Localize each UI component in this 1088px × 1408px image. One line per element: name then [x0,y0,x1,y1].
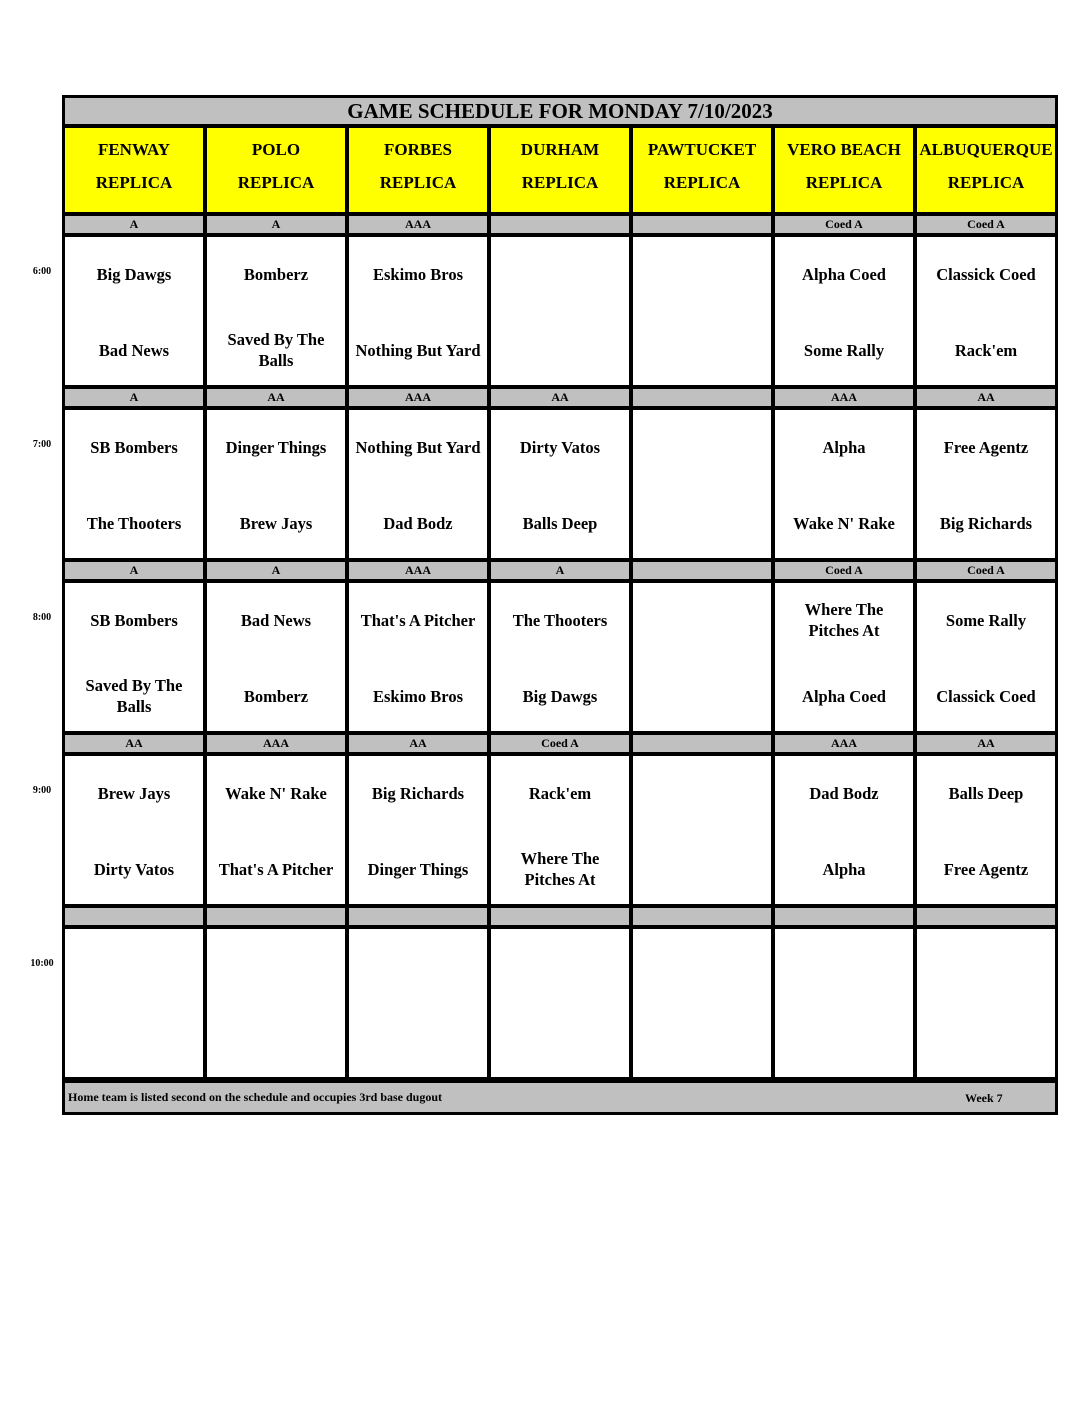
game-cell [349,929,487,1077]
time-label: 7:00 [32,439,52,450]
game-cell [917,237,1055,385]
division-label [633,908,771,925]
page-title: GAME SCHEDULE FOR MONDAY 7/10/2023 [65,98,1055,124]
home-team [633,1019,771,1065]
home-team: Balls Deep [522,513,598,533]
home-team: Nothing But Yard [355,340,481,360]
division-label [775,908,913,925]
away-team: Wake N' Rake [225,783,327,803]
game-cell [349,756,487,904]
away-team [633,943,771,989]
division-label: AAA [775,735,913,752]
home-team: Dinger Things [367,859,469,879]
game-cell [65,237,203,385]
away-team: Bad News [240,610,312,630]
field-header [207,128,345,212]
home-team: Dad Bodz [383,513,453,533]
game-cell [633,756,771,904]
division-label: AAA [775,389,913,406]
division-label [207,908,345,925]
away-team [491,943,629,989]
division-label: A [491,562,629,579]
away-team [633,424,771,470]
away-team: Dinger Things [225,437,327,457]
away-team [349,943,487,989]
game-cell [917,410,1055,558]
division-label: AA [349,735,487,752]
away-team [633,597,771,643]
away-team [491,251,629,297]
week-label: Week 7 [965,1091,1003,1105]
field-subtitle: REPLICA [237,173,315,192]
division-label [633,735,771,752]
division-label: A [207,216,345,233]
home-team [633,327,771,373]
division-label: Coed A [775,562,913,579]
game-cell [349,583,487,731]
game-cell [633,410,771,558]
field-header [917,128,1055,212]
home-team: Rack'em [954,340,1018,360]
away-team: Some Rally [945,610,1027,630]
game-cell [349,410,487,558]
game-cell [633,237,771,385]
division-label [633,216,771,233]
away-team: Balls Deep [948,783,1024,803]
away-team: Eskimo Bros [372,264,463,284]
game-cell [917,756,1055,904]
division-label: AA [207,389,345,406]
game-cell [491,583,629,731]
field-name: VERO BEACH [787,140,901,159]
home-team: Where The Pitches At [520,849,600,889]
game-cell [65,756,203,904]
division-label [633,562,771,579]
field-name: POLO [251,140,301,159]
game-cell [207,410,345,558]
away-team [917,943,1055,989]
field-name: FORBES [383,140,453,159]
home-team: Some Rally [803,340,885,360]
game-cell [207,583,345,731]
away-team: Dirty Vatos [519,437,601,457]
home-team: Eskimo Bros [372,686,463,706]
game-cell [633,929,771,1077]
home-team: Free Agentz [943,859,1029,879]
game-cell [775,410,913,558]
field-subtitle: REPLICA [95,173,173,192]
time-label: 10:00 [30,958,54,969]
field-name: FENWAY [97,140,171,159]
home-team [633,673,771,719]
division-label: AA [491,389,629,406]
division-label: AA [917,389,1055,406]
field-header [65,128,203,212]
division-label: AAA [349,562,487,579]
time-label: 9:00 [32,785,52,796]
game-cell [917,929,1055,1077]
away-team: Big Richards [371,783,465,803]
home-team: Wake N' Rake [793,513,895,533]
game-cell [207,756,345,904]
game-cell [491,410,629,558]
away-team: Free Agentz [943,437,1029,457]
division-label: A [65,216,203,233]
division-label: Coed A [491,735,629,752]
division-label [349,908,487,925]
game-cell [207,929,345,1077]
away-team [633,251,771,297]
field-subtitle: REPLICA [947,173,1025,192]
home-team [633,846,771,892]
division-label: Coed A [917,562,1055,579]
field-header [349,128,487,212]
away-team: Nothing But Yard [355,437,481,457]
division-label: Coed A [917,216,1055,233]
field-header [775,128,913,212]
division-label [917,908,1055,925]
away-team: That's A Pitcher [360,610,476,630]
division-label: AA [65,735,203,752]
field-subtitle: REPLICA [805,173,883,192]
division-label: A [65,389,203,406]
schedule-table [62,95,1058,1115]
field-subtitle: REPLICA [379,173,457,192]
home-team: Alpha [822,859,866,879]
division-label [65,908,203,925]
field-subtitle: REPLICA [663,173,741,192]
away-team: Alpha Coed [802,264,886,284]
game-cell [65,583,203,731]
away-team [207,943,345,989]
division-label: AAA [207,735,345,752]
division-label: A [65,562,203,579]
home-team [633,500,771,546]
away-team: Bomberz [243,264,309,284]
away-team: Where The Pitches At [804,600,884,640]
field-header [633,128,771,212]
time-label: 8:00 [32,612,52,623]
home-team [207,1019,345,1065]
division-label: AAA [349,216,487,233]
home-team [917,1019,1055,1065]
home-team: Bad News [98,340,170,360]
home-team: Dirty Vatos [93,859,175,879]
game-cell [917,583,1055,731]
home-team: Big Dawgs [522,686,598,706]
game-cell [491,929,629,1077]
game-cell [775,583,913,731]
division-label [491,216,629,233]
game-cell [633,583,771,731]
game-cell [491,237,629,385]
division-label: A [207,562,345,579]
division-label [491,908,629,925]
division-label: AAA [349,389,487,406]
home-team: The Thooters [86,513,182,533]
away-team: Rack'em [528,783,592,803]
home-team [491,327,629,373]
home-team: Saved By The Balls [227,330,325,370]
away-team: SB Bombers [90,437,178,457]
division-label [633,389,771,406]
division-label: Coed A [775,216,913,233]
away-team [775,943,913,989]
home-team [775,1019,913,1065]
away-team [65,943,203,989]
game-cell [349,237,487,385]
game-cell [65,929,203,1077]
home-team [349,1019,487,1065]
game-cell [775,237,913,385]
field-name: DURHAM [520,140,600,159]
game-cell [775,756,913,904]
field-name: ALBUQUERQUE [919,140,1053,159]
away-team: The Thooters [512,610,608,630]
home-team: Saved By The Balls [85,676,183,716]
game-cell [775,929,913,1077]
game-cell [491,756,629,904]
field-header [491,128,629,212]
away-team: SB Bombers [90,610,178,630]
away-team: Brew Jays [97,783,171,803]
home-team: That's A Pitcher [218,859,334,879]
game-cell [207,237,345,385]
home-team: Big Richards [939,513,1033,533]
game-cell [65,410,203,558]
home-team: Classick Coed [936,686,1036,706]
away-team: Classick Coed [936,264,1036,284]
time-label: 6:00 [32,266,52,277]
home-team [491,1019,629,1065]
away-team [633,770,771,816]
field-subtitle: REPLICA [521,173,599,192]
away-team: Alpha [822,437,866,457]
home-team: Bomberz [243,686,309,706]
away-team: Dad Bodz [809,783,879,803]
home-team: Alpha Coed [802,686,886,706]
field-name: PAWTUCKET [647,140,757,159]
division-label: AA [917,735,1055,752]
footer-note: Home team is listed second on the schedule and occupies 3rd base dugout [65,1083,1055,1112]
away-team: Big Dawgs [96,264,172,284]
home-team [65,1019,203,1065]
home-team: Brew Jays [239,513,313,533]
